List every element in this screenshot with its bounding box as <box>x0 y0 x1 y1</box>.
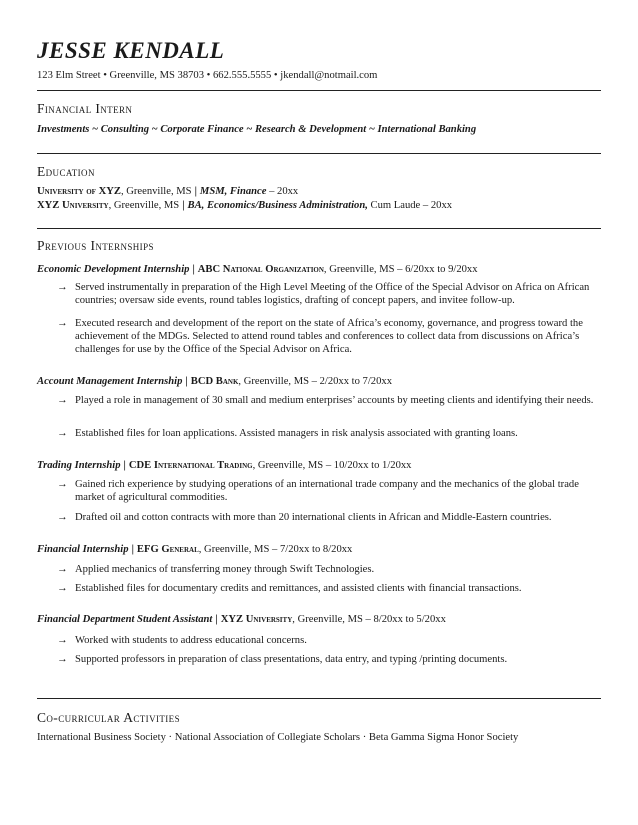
education-entry <box>37 199 452 212</box>
internship-dates: , Greenville, MS – 6/20xx to 9/20xx <box>323 264 478 275</box>
internships-title: Previous Internships <box>37 238 154 253</box>
bullet-text: Established files for loan applications. Assisted managers in risk analysis associated with granting loans. <box>75 428 518 439</box>
activities-text: International Business Society · National Association of Collegiate Scholars · Beta Gamma Sigma Honor Society <box>37 732 519 743</box>
school-name: XYZ University <box>37 200 109 211</box>
internship-heading <box>37 613 446 626</box>
arrow-right-icon: → <box>57 654 68 665</box>
bullet-text: Supported professors in preparation of class presentations, data entry, and typing /printing documents. <box>75 654 508 665</box>
arrow-right-icon: → <box>57 318 68 329</box>
internship-org: XYZ University <box>220 614 293 625</box>
arrow-right-icon: → <box>57 564 68 575</box>
degree-detail: Cum Laude – 20xx <box>367 200 453 211</box>
arrow-right-icon: → <box>57 583 68 594</box>
education-title: Education <box>37 164 95 179</box>
objective-subtitle: Investments ~ Consulting ~ Corporate Finance ~ Research & Development ~ International Banking <box>37 124 477 135</box>
internship-org: EFG General <box>136 544 199 555</box>
school-name: University of XYZ <box>37 186 121 197</box>
internship-org: BCD Bank <box>190 376 239 387</box>
activities-title: Co-curricular Activities <box>37 710 180 725</box>
separator: | <box>215 614 218 625</box>
internship-role: Economic Development Internship <box>37 264 190 275</box>
separator: | <box>131 544 134 555</box>
bullet-text: Executed research and development of the report on the state of Africa’s economy, governance, and progress toward the achievement of the MDGs. Selected to attend round tables and conferences to collect data from discussions on Africa’s challenges for use by the Office of the Special Advisor on Africa. <box>75 318 583 355</box>
contact-line: 123 Elm Street • Greenville, MS 38703 • 662.555.5555 • jkendall@notmail.com <box>37 70 378 81</box>
arrow-right-icon: → <box>57 512 68 523</box>
divider <box>37 90 601 91</box>
degree-detail: – 20xx <box>266 186 299 197</box>
internship-role: Financial Internship <box>37 544 129 555</box>
arrow-right-icon: → <box>57 635 68 646</box>
bullet-text: Worked with students to address educational concerns. <box>75 635 307 646</box>
separator: | <box>182 200 185 211</box>
internship-dates: , Greenville, MS – 7/20xx to 8/20xx <box>198 544 353 555</box>
arrow-right-icon: → <box>57 479 68 490</box>
separator: | <box>123 460 126 471</box>
internship-heading <box>37 375 392 388</box>
candidate-name: JESSE KENDALL <box>37 38 225 63</box>
internship-dates: , Greenville, MS – 8/20xx to 5/20xx <box>292 614 446 625</box>
internship-dates: , Greenville, MS – 2/20xx to 7/20xx <box>238 376 392 387</box>
internship-org: CDE International Trading <box>128 460 253 471</box>
internship-role: Trading Internship <box>37 460 121 471</box>
arrow-right-icon: → <box>57 428 68 439</box>
internship-heading <box>37 543 352 556</box>
education-entry <box>37 185 298 198</box>
objective-title: Financial Intern <box>37 101 133 116</box>
internship-heading <box>37 459 411 472</box>
internship-heading <box>37 263 478 276</box>
internship-dates: , Greenville, MS – 10/20xx to 1/20xx <box>252 460 412 471</box>
internship-role: Account Management Internship <box>37 376 183 387</box>
divider <box>37 228 601 229</box>
separator: | <box>194 186 197 197</box>
bullet-text: Applied mechanics of transferring money through Swift Technologies. <box>75 564 375 575</box>
separator: | <box>192 264 195 275</box>
internship-org: ABC National Organization <box>197 264 324 275</box>
internship-role: Financial Department Student Assistant <box>37 614 213 625</box>
arrow-right-icon: → <box>57 282 68 293</box>
school-location: , Greenville, MS <box>120 186 192 197</box>
degree: BA, Economics/Business Administration, <box>187 200 368 211</box>
separator: | <box>185 376 188 387</box>
arrow-right-icon: → <box>57 395 68 406</box>
divider <box>37 153 601 154</box>
bullet-text: Played a role in management of 30 small and medium enterprises’ accounts by meeting clients and identifying their needs. <box>75 395 594 406</box>
bullet-text: Served instrumentally in preparation of the High Level Meeting of the Office of the Special Advisor on Africa on African countries; oversaw side events, round tables logistics, drafting of concept papers, and invitee follow-up. <box>75 282 590 306</box>
bullet-text: Gained rich experience by studying operations of an international trade company and the mechanics of the global trade market of agricultural commodities. <box>75 479 579 503</box>
divider <box>37 698 601 699</box>
bullet-text: Established files for documentary credits and remittances, and assisted clients with financial transactions. <box>75 583 522 594</box>
school-location: , Greenville, MS <box>108 200 180 211</box>
bullet-text: Drafted oil and cotton contracts with more than 20 international clients in African and Middle-Eastern countries. <box>75 512 552 523</box>
degree: MSM, Finance <box>199 186 267 197</box>
